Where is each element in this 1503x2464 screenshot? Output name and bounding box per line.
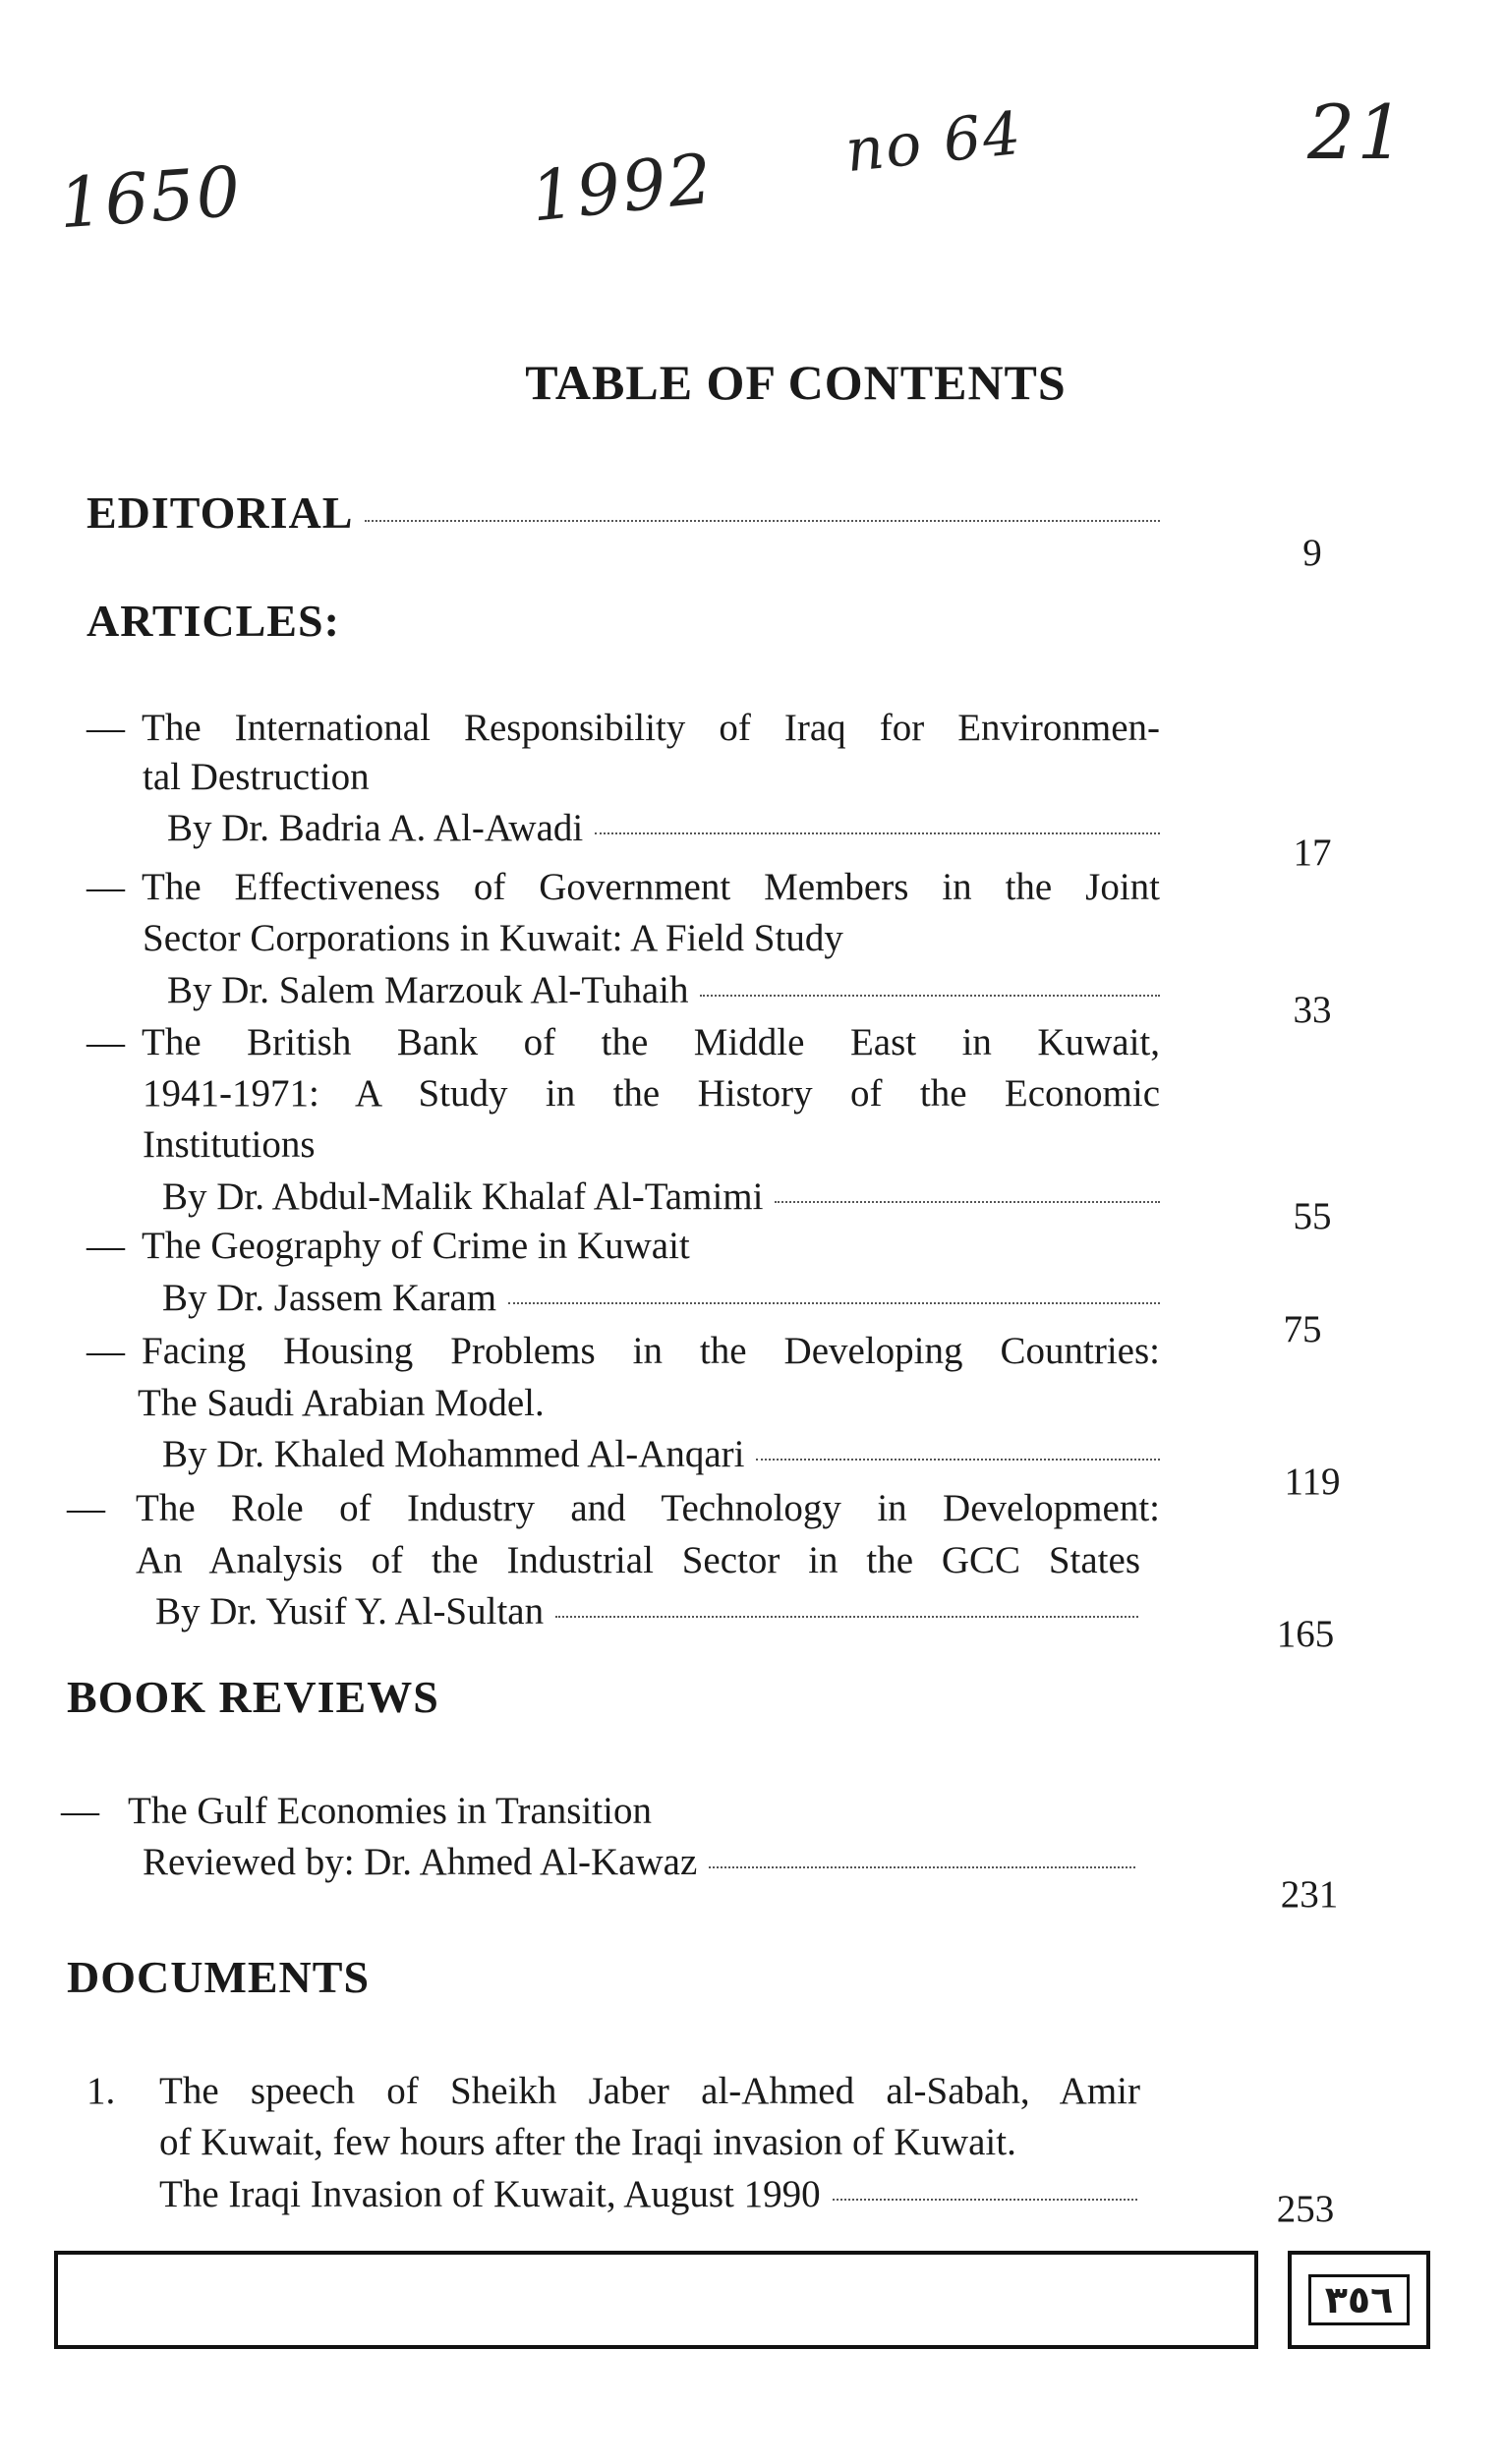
article-6-title-cont: An Analysis of the Industrial Sector in the GCC States xyxy=(136,1539,1140,1581)
dot-leader xyxy=(595,831,1160,834)
editorial-page: 9 xyxy=(1302,532,1322,574)
document-line-3-row xyxy=(159,2172,1137,2216)
dot-leader xyxy=(508,1301,1160,1304)
dot-leader xyxy=(775,1200,1160,1203)
article-1-title-cont: tal Destruction xyxy=(143,756,370,798)
book-reviews-heading: BOOK REVIEWS xyxy=(67,1672,439,1722)
document-number: 1. xyxy=(87,2070,116,2112)
footer-page-number-text: ٣٥٦ xyxy=(1308,2274,1411,2325)
article-2-author: By Dr. Salem Marzouk Al-Tuhaih xyxy=(167,969,689,1011)
article-1-title: — The International Responsibility of Iraq for Environmen- xyxy=(87,707,1160,749)
article-3-author: By Dr. Abdul-Malik Khalaf Al-Tamimi xyxy=(162,1175,764,1218)
footer-empty-box xyxy=(54,2251,1258,2349)
article-4-author: By Dr. Jassem Karam xyxy=(162,1277,497,1319)
book-review-page: 231 xyxy=(1280,1873,1339,1916)
document-line-3: The Iraqi Invasion of Kuwait, August 1990 xyxy=(159,2173,821,2215)
article-3-title: — The British Bank of the Middle East in Kuwait, xyxy=(87,1021,1160,1063)
dot-leader xyxy=(756,1458,1160,1461)
book-review-reviewer: Reviewed by: Dr. Ahmed Al-Kawaz xyxy=(143,1841,698,1883)
handwritten-archive-number: 1650 xyxy=(56,150,245,245)
article-6-author: By Dr. Yusif Y. Al-Sultan xyxy=(155,1590,545,1633)
document-line-1: The speech of Sheikh Jaber al-Ahmed al-Sabah, Amir xyxy=(159,2070,1140,2112)
articles-heading: ARTICLES: xyxy=(87,596,340,646)
dot-leader xyxy=(700,994,1160,997)
article-2-title: — The Effectiveness of Government Members in the Joint xyxy=(87,866,1160,908)
article-2-title-cont: Sector Corporations in Kuwait: A Field Study xyxy=(143,917,843,959)
article-5-title: — Facing Housing Problems in the Developing Countries: xyxy=(87,1330,1160,1372)
editorial-entry xyxy=(87,487,1160,539)
article-6-title: — The Role of Industry and Technology in Development: xyxy=(67,1487,1160,1529)
page-title: TABLE OF CONTENTS xyxy=(525,355,1067,410)
dot-leader xyxy=(365,519,1160,522)
article-2-page: 33 xyxy=(1293,989,1332,1031)
article-3-title-cont: 1941-1971: A Study in the History of the Economic xyxy=(143,1072,1160,1115)
document-line-2: of Kuwait, few hours after the Iraqi invasion of Kuwait. xyxy=(159,2121,1016,2163)
article-1-author-row xyxy=(167,806,1160,850)
dot-leader xyxy=(709,1865,1135,1868)
document-page: 253 xyxy=(1276,2188,1335,2230)
footer-page-number xyxy=(1288,2251,1430,2349)
handwritten-year: 1992 xyxy=(527,138,718,238)
dot-leader xyxy=(833,2198,1137,2201)
article-3-author-row xyxy=(162,1175,1160,1219)
article-4-title: — The Geography of Crime in Kuwait xyxy=(87,1225,690,1267)
article-5-author-row xyxy=(162,1432,1160,1476)
book-review-title: — The Gulf Economies in Transition xyxy=(61,1790,652,1832)
article-4-author-row xyxy=(162,1276,1160,1320)
book-review-reviewer-row xyxy=(143,1840,1135,1884)
article-6-author-row xyxy=(155,1589,1138,1633)
handwritten-corner-mark: 21 xyxy=(1307,88,1407,176)
editorial-label: EDITORIAL xyxy=(87,487,354,538)
article-5-author: By Dr. Khaled Mohammed Al-Anqari xyxy=(162,1433,745,1475)
article-1-page: 17 xyxy=(1293,831,1332,874)
article-5-title-cont: The Saudi Arabian Model. xyxy=(138,1382,545,1424)
documents-heading: DOCUMENTS xyxy=(67,1952,371,2002)
article-4-page: 75 xyxy=(1283,1308,1322,1350)
handwritten-issue-number: no 64 xyxy=(841,98,1026,187)
article-3-page: 55 xyxy=(1293,1195,1332,1237)
article-5-page: 119 xyxy=(1284,1461,1341,1503)
article-1-author: By Dr. Badria A. Al-Awadi xyxy=(167,807,584,849)
article-2-author-row xyxy=(167,968,1160,1012)
article-6-page: 165 xyxy=(1276,1613,1335,1655)
article-3-title-cont2: Institutions xyxy=(143,1123,316,1166)
dot-leader xyxy=(555,1615,1138,1618)
